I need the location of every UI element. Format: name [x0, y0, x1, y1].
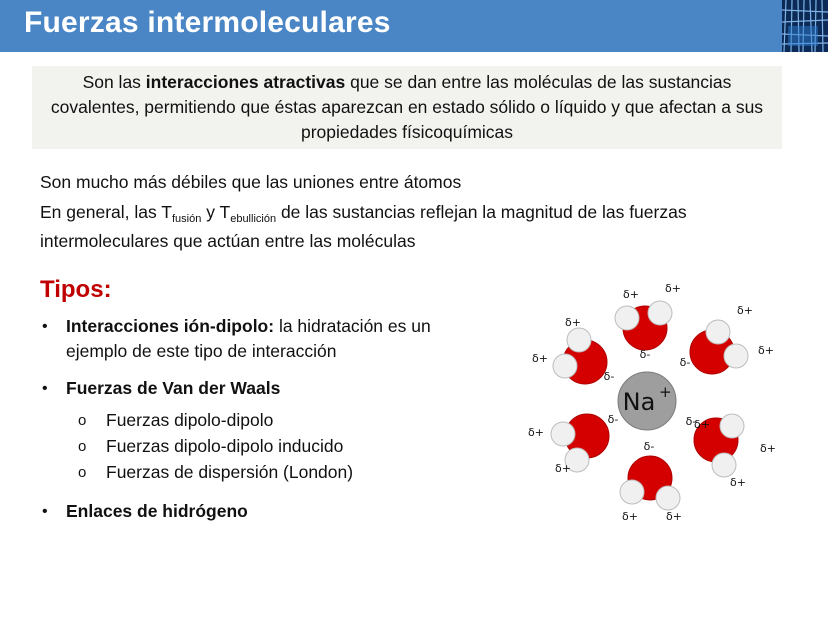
statement-temperatures: [40, 201, 800, 252]
subscript-ebullicion: ebullición: [230, 213, 277, 225]
delta-plus-label: δ+: [666, 510, 682, 523]
delta-plus-label: δ+: [623, 288, 639, 301]
hydrogen-atom: [656, 486, 680, 510]
list-item-bold: Fuerzas de Van der Waals: [66, 378, 281, 398]
statement-part: y T: [201, 202, 231, 222]
hydrogen-atom: [620, 480, 644, 504]
list-item-rest: ejemplo de este tipo de interacción: [66, 341, 337, 361]
delta-minus-label: δ-: [643, 440, 655, 453]
sub-list-item-text: Fuerzas dipolo-dipolo: [106, 410, 274, 430]
sub-list-item-text: Fuerzas dipolo-dipolo inducido: [106, 436, 344, 456]
bullet-icon: •: [42, 380, 48, 397]
delta-plus-label: δ+: [730, 476, 746, 489]
delta-minus-label: δ-: [685, 415, 697, 428]
hydrogen-atom: [706, 320, 730, 344]
sub-list-item-text: Fuerzas de dispersión (London): [106, 462, 354, 482]
delta-plus-label: δ+: [622, 510, 638, 523]
delta-plus-label: δ+: [555, 462, 571, 475]
statement-weaker: Son mucho más débiles que las uniones entre átomos: [40, 172, 462, 192]
statement-part: de las sustancias reflejan la magnitud de las fuerzas intermoleculares que actúan entre las moléculas: [40, 202, 687, 251]
subscript-fusion: fusión: [171, 213, 202, 225]
list-item-rest: la hidratación es un: [274, 316, 431, 336]
sub-bullet-icon: o: [78, 438, 87, 455]
hydrogen-atom: [720, 414, 744, 438]
delta-minus-label: δ-: [603, 370, 615, 383]
definition-highlight: interacciones atractivas: [145, 72, 346, 92]
delta-plus-label: δ+: [665, 282, 681, 295]
delta-minus-label: δ-: [607, 413, 619, 426]
list-item-text: [66, 314, 431, 339]
ion-charge: +: [659, 383, 672, 401]
section-heading: Tipos:: [40, 276, 112, 303]
definition-box: [32, 66, 782, 149]
hydrogen-atom: [615, 306, 639, 330]
list-item-bold: Enlaces de hidrógeno: [66, 501, 248, 521]
page-title: Fuerzas intermoleculares: [24, 6, 391, 39]
logo-image: [782, 0, 828, 52]
bullet-icon: •: [42, 318, 48, 335]
sub-bullet-icon: o: [78, 464, 87, 481]
list-item-bold: Interacciones ión-dipolo:: [66, 316, 275, 336]
ion-label: Na: [622, 388, 656, 416]
delta-plus-label: δ+: [737, 304, 753, 317]
delta-plus-label: δ+: [532, 352, 548, 365]
delta-plus-label: δ+: [694, 418, 710, 431]
definition-text-start: Son las: [82, 72, 146, 92]
bullet-icon: •: [42, 503, 48, 520]
definition-text-end: que se dan entre las moléculas de las sustancias covalentes, permitiendo que éstas aparezcan en estado sólido o líquido y que afectan a sus propiedades físicoquímicas: [50, 72, 764, 142]
hydrogen-atom: [648, 301, 672, 325]
title-bar: [0, 0, 828, 52]
delta-plus-label: δ+: [528, 426, 544, 439]
delta-plus-label: δ+: [760, 442, 776, 455]
hydrogen-atom: [567, 328, 591, 352]
hydrogen-atom: [712, 453, 736, 477]
sub-bullet-icon: o: [78, 412, 87, 429]
hydrogen-atom: [551, 422, 575, 446]
definition-text: [40, 70, 774, 145]
delta-plus-label: δ+: [758, 344, 774, 357]
hydrogen-atom: [553, 354, 577, 378]
ion-dipole-diagram: [525, 280, 785, 530]
hydrogen-atom: [724, 344, 748, 368]
delta-plus-label: δ+: [565, 316, 581, 329]
delta-minus-label: δ-: [679, 356, 691, 369]
statement-part: En general, las T: [40, 202, 172, 222]
delta-minus-label: δ-: [639, 348, 651, 361]
